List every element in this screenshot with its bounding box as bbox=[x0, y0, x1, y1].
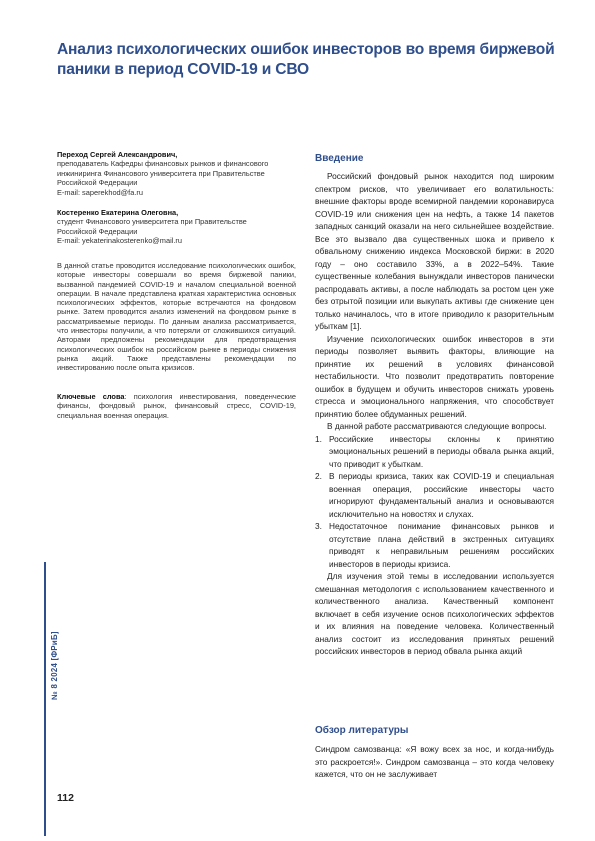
literature-section bbox=[315, 743, 554, 781]
list-item bbox=[315, 470, 554, 520]
margin-rule bbox=[44, 562, 46, 836]
intro-paragraph: Изучение психологических ошибок инвесторов в эти периоды позволяет выявить факторы, влияющие на принятие их решений в условиях финансовой нестабильности. Что позволит предотвратить повторение ошибок в будущем и обучить инвесторов снижать уровень стресса и эмоционального напряжения, что способствует принятию более обдуманных решений. bbox=[315, 333, 554, 419]
list-item bbox=[315, 433, 554, 471]
list-item-text: Российские инвесторы склонны к принятию эмоциональных решений в периоды обвала рынка акций, что приводит к убыткам. bbox=[329, 433, 554, 469]
keywords-text: : психология инвестирования, поведенческие финансы, фондовый рынок, финансовый стресс, COVID-19, специальная военная операция. bbox=[57, 392, 297, 420]
list-item-number: 3. bbox=[315, 521, 322, 531]
abstract: В данной статье проводится исследование психологических ошибок, которые инвесторы совершали во время биржевой паники, вызванной пандемией COVID-19 и началом специальной военной операции. В начале представлена краткая характеристика основных психологических эффектов, которые встречаются на фондовом рынке. Затем проводится анализ изменений на фондовом рынке в рассматриваемые периоды. По данным анализа рассматривается, что инвесторы получили, а что потеряли от сложившихся ситуаций. Авторами предложены рекомендации для предотвращения психологических ошибок на российском рынке в периоды снижения рынка акций. Также представлены рекомендации по инвестированию после опыта кризисов. bbox=[57, 261, 296, 373]
author-affiliation: инжиниринга Финансового университета при Правительстве bbox=[57, 168, 265, 178]
journal-issue-label: № 8 2024 [ФРиБ] bbox=[50, 631, 59, 700]
intro-paragraph: Российский фондовый рынок находится под широким спектром рисков, что увеличивает его волатильность: внешние факторы вроде всемирной пандемии коронавируса COVID-19 или снижения цен на нефть, а также 14 пакетов западных санкций оказали на него сильнейшее воздействие. Все это вызвало два существенных шока и привело к обвальному снижению индекса Московской биржи: в 2020 году – оно составило 33%, а в 2022–54%. Такие существенные колебания вынуждали инвесторов панически распродавать активы, а после наблюдать за ростом цен уже без отрытой позиции или выкупать активы где снижение цен только начиналось, что в итоге приводило к разорительным убыткам [1]. bbox=[315, 171, 554, 331]
method-paragraph: Для изучения этой темы в исследовании используется смешанная методология с использованием качественного и количественного анализа. Качественный компонент включает в себя изучение основ психологических эффектов и их влияния на поведение человека. Количественный анализ состоит из исследования принятых решений российских инвесторов в период обвала рынка акций bbox=[315, 571, 554, 656]
list-item bbox=[315, 520, 554, 570]
author-affiliation: Российской Федерации bbox=[57, 178, 138, 188]
author-name: Переход Сергей Александрович, bbox=[57, 150, 178, 159]
list-item-number: 1. bbox=[315, 433, 322, 444]
author-affiliation: Российской Федерации bbox=[57, 226, 138, 236]
questions-list bbox=[315, 433, 554, 571]
literature-paragraph: Синдром самозванца: «Я вожу всех за нос, и когда-нибудь это раскроется!». Синдром самозванца – это когда человеку кажется, что он не заслуживает bbox=[315, 744, 554, 779]
list-item-text: В периоды кризиса, таких как COVID-19 и специальная военная операция, российские инвесторы часто игнорируют фундаментальный анализ и основываются исключительно на новостях и слухах. bbox=[329, 471, 554, 519]
author-block bbox=[57, 150, 297, 197]
literature-heading: Обзор литературы bbox=[315, 725, 409, 736]
list-item-text: Недостаточное понимание финансовых рынков и отсутствие плана действий в экстренных ситуациях приводят к неправильным решениям российских инвесторов в периоды кризиса. bbox=[329, 521, 554, 569]
author-email: E-mail: yekaterinakosterenko@mail.ru bbox=[57, 236, 182, 246]
author-email: E-mail: saperekhod@fa.ru bbox=[57, 187, 143, 197]
page-number: 112 bbox=[57, 792, 74, 804]
author-block bbox=[57, 208, 297, 246]
keywords-label: Ключевые слова bbox=[57, 392, 125, 401]
list-item-number: 2. bbox=[315, 471, 322, 481]
keywords bbox=[57, 392, 296, 420]
intro-section bbox=[315, 170, 554, 658]
article-title: Анализ психологических ошибок инвесторов во время биржевой паники в период COVID-19 и СВО bbox=[57, 41, 555, 78]
intro-heading: Введение bbox=[315, 153, 364, 164]
author-affiliation: преподаватель Кафедры финансовых рынков и финансового bbox=[57, 159, 269, 169]
intro-paragraph: В данной работе рассматриваются следующие вопросы. bbox=[327, 421, 547, 431]
author-name: Костеренко Екатерина Олеговна, bbox=[57, 208, 179, 217]
author-affiliation: студент Финансового университета при Правительстве bbox=[57, 217, 247, 227]
